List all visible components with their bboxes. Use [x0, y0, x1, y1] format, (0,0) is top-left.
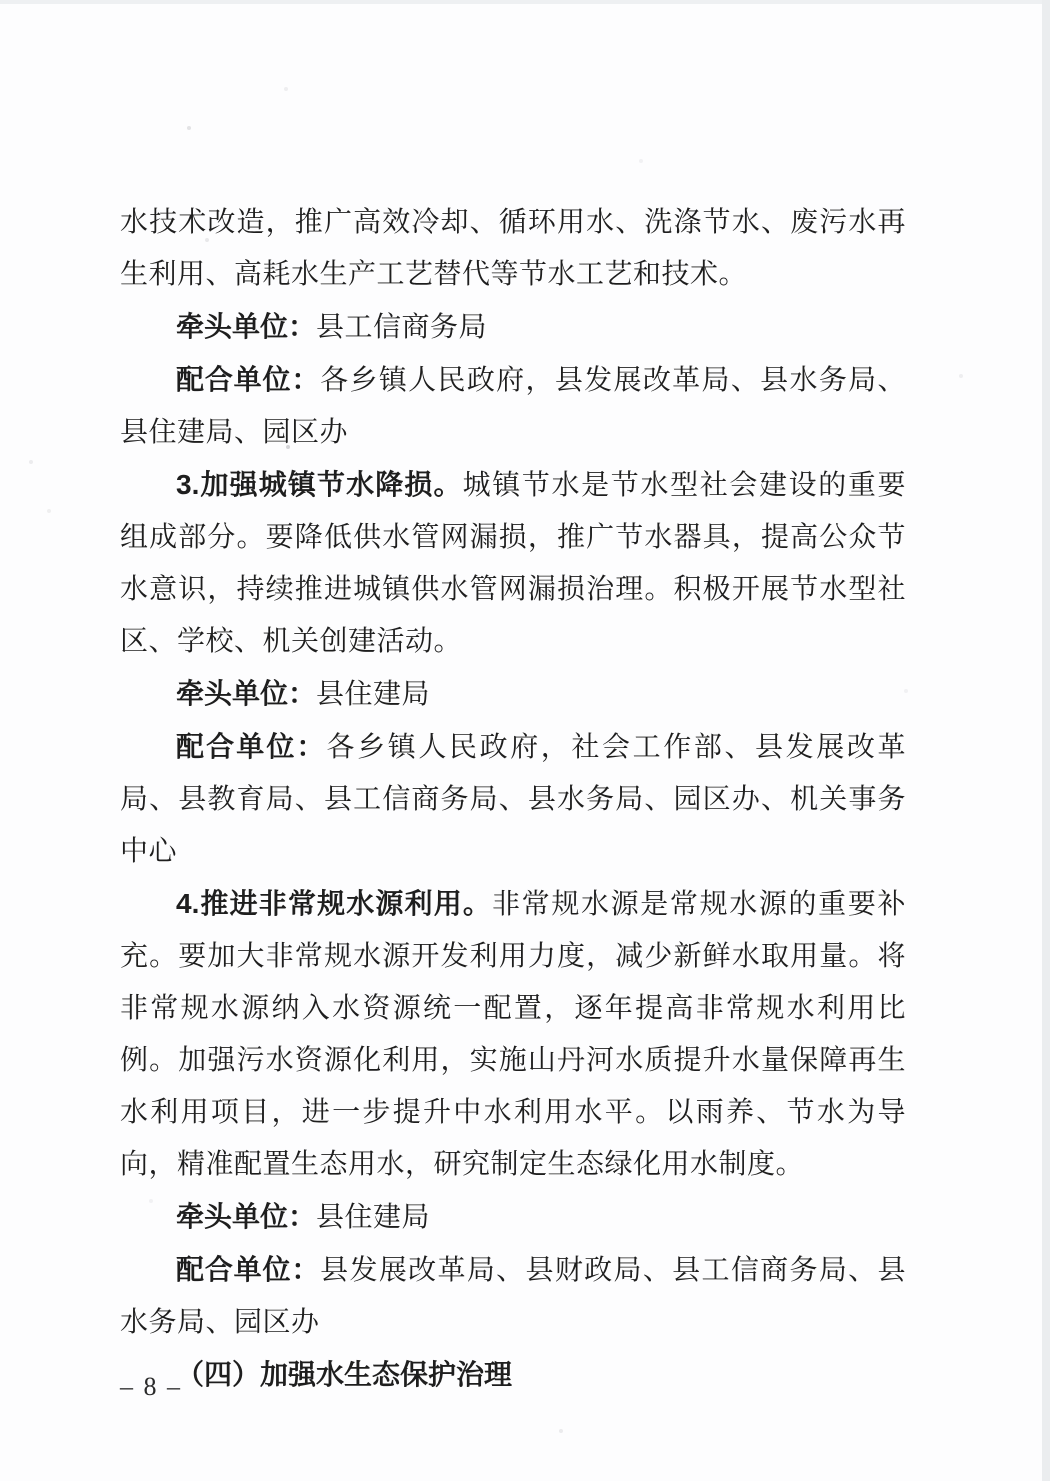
paragraph-lead: 牵头单位：: [176, 311, 317, 342]
paragraph-text: 县住建局: [316, 679, 431, 710]
scan-edge-right: [1042, 0, 1050, 1481]
page-number: – 8 –: [120, 1372, 182, 1401]
paragraph-text: 县发展改革局、县财政局、县工信商务局、县水务局、园区办: [120, 1255, 906, 1338]
paragraph-labeled: [120, 354, 906, 459]
paragraph-numbered: [120, 878, 906, 1191]
paragraph-text: 县住建局: [316, 1202, 431, 1233]
paragraph-labeled: [120, 1191, 906, 1244]
paragraph-lead: 配合单位：: [176, 364, 321, 395]
paragraph-text: 县工信商务局: [316, 312, 488, 343]
paragraph-labeled: [120, 1244, 906, 1349]
paragraph-text: 非常规水源是常规水源的重要补充。要加大非常规水源开发利用力度，减少新鲜水取用量。将非常规水源纳入水资源统一配置，逐年提高非常规水利用比例。加强污水资源化利用，实施山丹河水质提升水量保障再生水利用项目，进一步提升中水利用水平。以雨养、节水为导向，精准配置生态用水，研究制定生态绿化用水制度。: [120, 889, 906, 1180]
paragraph-lead: 配合单位：: [176, 731, 327, 762]
scan-edge-top: [0, 0, 1050, 4]
paragraph-lead: 配合单位：: [176, 1254, 321, 1285]
scan-noise-speckles: [0, 0, 2, 2]
paragraph-lead: （四）加强水生态保护治理: [176, 1359, 513, 1390]
paragraph-labeled: [120, 721, 906, 878]
paragraph-section-heading: [120, 1349, 906, 1401]
paragraph-numbered: [120, 459, 906, 668]
paragraph-continuation: [120, 197, 906, 301]
paragraph-labeled: [120, 301, 906, 354]
paragraph-text: 城镇节水是节水型社会建设的重要组成部分。要降低供水管网漏损，推广节水器具，提高公众节水意识，持续推进城镇供水管网漏损治理。积极开展节水型社区、学校、机关创建活动。: [120, 470, 906, 657]
paragraph-text: 各乡镇人民政府，县发展改革局、县水务局、县住建局、园区办: [120, 365, 906, 448]
paragraph-text: 各乡镇人民政府，社会工作部、县发展改革局、县教育局、县工信商务局、县水务局、园区办、机关事务中心: [120, 732, 906, 867]
paragraph-labeled: [120, 668, 906, 721]
paragraph-text: 水技术改造，推广高效冷却、循环用水、洗涤节水、废污水再生利用、高耗水生产工艺替代等节水工艺和技术。: [120, 207, 906, 290]
paragraph-lead: 3.加强城镇节水降损。: [176, 469, 463, 500]
document-body: [120, 197, 906, 1401]
paragraph-lead: 牵头单位：: [176, 678, 317, 709]
paragraph-lead: 牵头单位：: [176, 1201, 317, 1232]
paragraph-lead: 4.推进非常规水源利用。: [176, 888, 493, 919]
